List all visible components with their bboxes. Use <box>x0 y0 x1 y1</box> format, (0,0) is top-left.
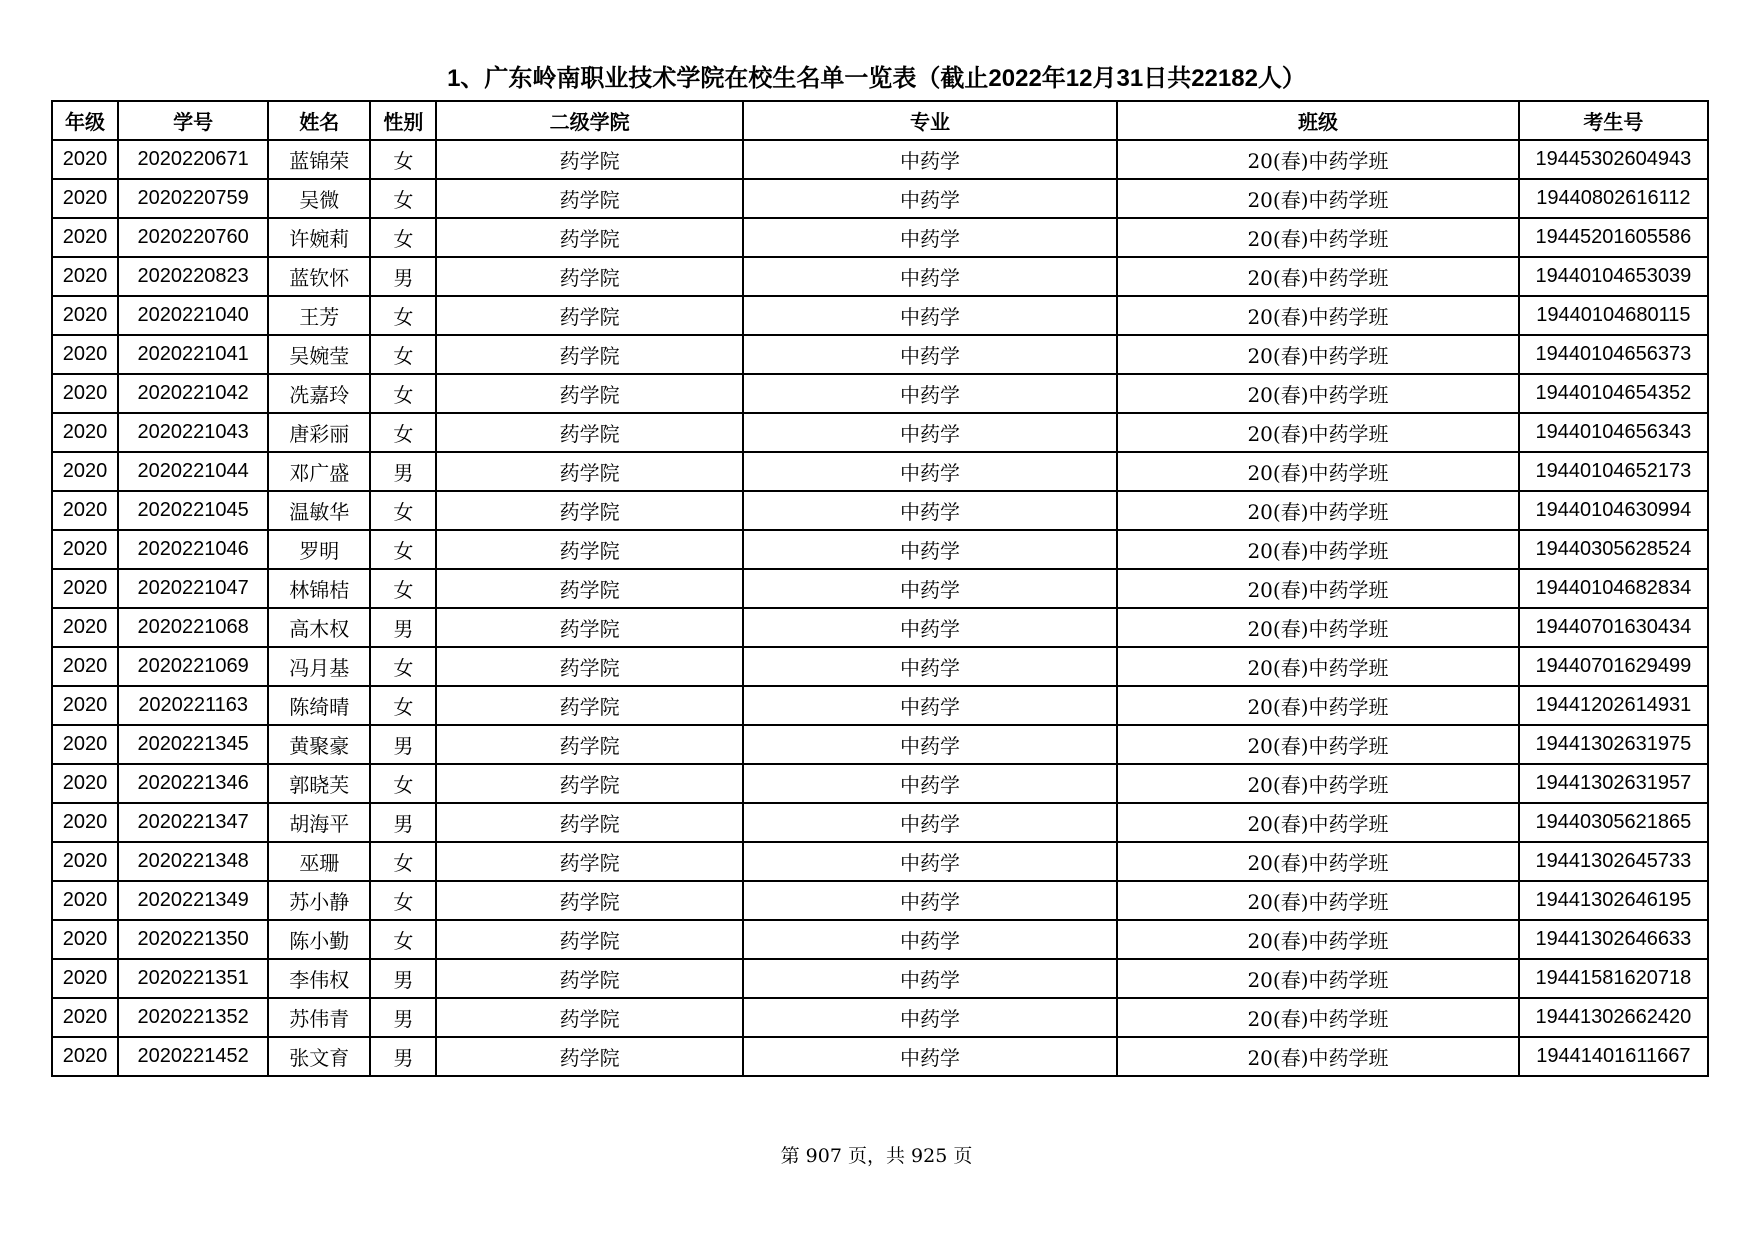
class-cell: 20(春)中药学班 <box>1117 1037 1518 1076</box>
gender-cell: 女 <box>370 413 436 452</box>
major-cell: 中药学 <box>743 920 1117 959</box>
column-header-major: 专业 <box>743 101 1117 140</box>
major-cell: 中药学 <box>743 530 1117 569</box>
college-cell: 药学院 <box>436 569 742 608</box>
exam-number-cell: 19440701629499 <box>1519 647 1708 686</box>
major-cell: 中药学 <box>743 335 1117 374</box>
name-cell: 蓝钦怀 <box>268 257 370 296</box>
column-header-grade: 年级 <box>52 101 118 140</box>
student-id-cell: 2020221040 <box>118 296 268 335</box>
class-cell: 20(春)中药学班 <box>1117 530 1518 569</box>
exam-number-cell: 19441302646633 <box>1519 920 1708 959</box>
table-row <box>52 491 1708 530</box>
table-row <box>52 803 1708 842</box>
major-cell: 中药学 <box>743 842 1117 881</box>
grade-cell: 2020 <box>52 920 118 959</box>
student-id-cell: 2020221163 <box>118 686 268 725</box>
gender-cell: 女 <box>370 569 436 608</box>
gender-cell: 女 <box>370 179 436 218</box>
name-cell: 李伟权 <box>268 959 370 998</box>
exam-number-cell: 19441302646195 <box>1519 881 1708 920</box>
gender-cell: 男 <box>370 452 436 491</box>
student-id-cell: 2020221347 <box>118 803 268 842</box>
table-row <box>52 686 1708 725</box>
grade-cell: 2020 <box>52 647 118 686</box>
name-cell: 许婉莉 <box>268 218 370 257</box>
name-cell: 吴婉莹 <box>268 335 370 374</box>
major-cell: 中药学 <box>743 452 1117 491</box>
class-cell: 20(春)中药学班 <box>1117 569 1518 608</box>
college-cell: 药学院 <box>436 452 742 491</box>
grade-cell: 2020 <box>52 1037 118 1076</box>
grade-cell: 2020 <box>52 335 118 374</box>
table-row <box>52 647 1708 686</box>
table-row <box>52 881 1708 920</box>
name-cell: 郭晓芙 <box>268 764 370 803</box>
table-row <box>52 725 1708 764</box>
gender-cell: 女 <box>370 920 436 959</box>
major-cell: 中药学 <box>743 218 1117 257</box>
table-row <box>52 257 1708 296</box>
college-cell: 药学院 <box>436 764 742 803</box>
grade-cell: 2020 <box>52 764 118 803</box>
class-cell: 20(春)中药学班 <box>1117 764 1518 803</box>
college-cell: 药学院 <box>436 647 742 686</box>
name-cell: 林锦桔 <box>268 569 370 608</box>
grade-cell: 2020 <box>52 296 118 335</box>
major-cell: 中药学 <box>743 998 1117 1037</box>
table-row <box>52 569 1708 608</box>
exam-number-cell: 19440305621865 <box>1519 803 1708 842</box>
major-cell: 中药学 <box>743 647 1117 686</box>
student-id-cell: 2020221346 <box>118 764 268 803</box>
table-row <box>52 218 1708 257</box>
exam-number-cell: 19440104653039 <box>1519 257 1708 296</box>
exam-number-cell: 19440104630994 <box>1519 491 1708 530</box>
exam-number-cell: 19441202614931 <box>1519 686 1708 725</box>
table-row <box>52 1037 1708 1076</box>
major-cell: 中药学 <box>743 725 1117 764</box>
grade-cell: 2020 <box>52 803 118 842</box>
name-cell: 巫珊 <box>268 842 370 881</box>
class-cell: 20(春)中药学班 <box>1117 140 1518 179</box>
college-cell: 药学院 <box>436 920 742 959</box>
student-id-cell: 2020221044 <box>118 452 268 491</box>
exam-number-cell: 19441302631957 <box>1519 764 1708 803</box>
student-id-cell: 2020221069 <box>118 647 268 686</box>
exam-number-cell: 19441302645733 <box>1519 842 1708 881</box>
major-cell: 中药学 <box>743 803 1117 842</box>
student-id-cell: 2020220671 <box>118 140 268 179</box>
name-cell: 胡海平 <box>268 803 370 842</box>
college-cell: 药学院 <box>436 179 742 218</box>
college-cell: 药学院 <box>436 296 742 335</box>
student-id-cell: 2020221047 <box>118 569 268 608</box>
student-id-cell: 2020221042 <box>118 374 268 413</box>
class-cell: 20(春)中药学班 <box>1117 647 1518 686</box>
exam-number-cell: 19440104656373 <box>1519 335 1708 374</box>
grade-cell: 2020 <box>52 179 118 218</box>
grade-cell: 2020 <box>52 491 118 530</box>
column-header-exam-number: 考生号 <box>1519 101 1708 140</box>
major-cell: 中药学 <box>743 296 1117 335</box>
class-cell: 20(春)中药学班 <box>1117 413 1518 452</box>
exam-number-cell: 19440305628524 <box>1519 530 1708 569</box>
exam-number-cell: 19441302662420 <box>1519 998 1708 1037</box>
class-cell: 20(春)中药学班 <box>1117 257 1518 296</box>
student-id-cell: 2020221041 <box>118 335 268 374</box>
table-header-row <box>52 101 1708 140</box>
major-cell: 中药学 <box>743 569 1117 608</box>
college-cell: 药学院 <box>436 998 742 1037</box>
major-cell: 中药学 <box>743 881 1117 920</box>
college-cell: 药学院 <box>436 608 742 647</box>
student-id-cell: 2020221352 <box>118 998 268 1037</box>
major-cell: 中药学 <box>743 491 1117 530</box>
student-id-cell: 2020221046 <box>118 530 268 569</box>
college-cell: 药学院 <box>436 257 742 296</box>
college-cell: 药学院 <box>436 140 742 179</box>
college-cell: 药学院 <box>436 413 742 452</box>
class-cell: 20(春)中药学班 <box>1117 452 1518 491</box>
exam-number-cell: 19441581620718 <box>1519 959 1708 998</box>
table-row <box>52 998 1708 1037</box>
college-cell: 药学院 <box>436 842 742 881</box>
column-header-class: 班级 <box>1117 101 1518 140</box>
grade-cell: 2020 <box>52 218 118 257</box>
class-cell: 20(春)中药学班 <box>1117 998 1518 1037</box>
student-id-cell: 2020220760 <box>118 218 268 257</box>
college-cell: 药学院 <box>436 335 742 374</box>
table-row <box>52 413 1708 452</box>
student-id-cell: 2020221350 <box>118 920 268 959</box>
class-cell: 20(春)中药学班 <box>1117 296 1518 335</box>
college-cell: 药学院 <box>436 530 742 569</box>
column-header-gender: 性别 <box>370 101 436 140</box>
grade-cell: 2020 <box>52 959 118 998</box>
student-id-cell: 2020221349 <box>118 881 268 920</box>
class-cell: 20(春)中药学班 <box>1117 374 1518 413</box>
student-id-cell: 2020221348 <box>118 842 268 881</box>
gender-cell: 女 <box>370 218 436 257</box>
exam-number-cell: 19445201605586 <box>1519 218 1708 257</box>
grade-cell: 2020 <box>52 998 118 1037</box>
name-cell: 冯月基 <box>268 647 370 686</box>
gender-cell: 男 <box>370 257 436 296</box>
exam-number-cell: 19440701630434 <box>1519 608 1708 647</box>
major-cell: 中药学 <box>743 257 1117 296</box>
exam-number-cell: 19440104652173 <box>1519 452 1708 491</box>
gender-cell: 男 <box>370 998 436 1037</box>
name-cell: 苏小静 <box>268 881 370 920</box>
student-id-cell: 2020221068 <box>118 608 268 647</box>
grade-cell: 2020 <box>52 608 118 647</box>
student-id-cell: 2020221045 <box>118 491 268 530</box>
grade-cell: 2020 <box>52 530 118 569</box>
exam-number-cell: 19440104682834 <box>1519 569 1708 608</box>
student-id-cell: 2020221043 <box>118 413 268 452</box>
name-cell: 温敏华 <box>268 491 370 530</box>
table-row <box>52 920 1708 959</box>
exam-number-cell: 19440104680115 <box>1519 296 1708 335</box>
class-cell: 20(春)中药学班 <box>1117 881 1518 920</box>
grade-cell: 2020 <box>52 452 118 491</box>
gender-cell: 女 <box>370 842 436 881</box>
table-row <box>52 764 1708 803</box>
major-cell: 中药学 <box>743 140 1117 179</box>
table-row <box>52 452 1708 491</box>
gender-cell: 女 <box>370 881 436 920</box>
table-row <box>52 959 1708 998</box>
college-cell: 药学院 <box>436 218 742 257</box>
name-cell: 罗明 <box>268 530 370 569</box>
gender-cell: 女 <box>370 374 436 413</box>
college-cell: 药学院 <box>436 881 742 920</box>
grade-cell: 2020 <box>52 686 118 725</box>
college-cell: 药学院 <box>436 686 742 725</box>
table-row <box>52 335 1708 374</box>
gender-cell: 女 <box>370 491 436 530</box>
class-cell: 20(春)中药学班 <box>1117 842 1518 881</box>
class-cell: 20(春)中药学班 <box>1117 491 1518 530</box>
grade-cell: 2020 <box>52 140 118 179</box>
table-row <box>52 296 1708 335</box>
gender-cell: 女 <box>370 335 436 374</box>
table-row <box>52 374 1708 413</box>
student-id-cell: 2020220759 <box>118 179 268 218</box>
grade-cell: 2020 <box>52 842 118 881</box>
name-cell: 高木权 <box>268 608 370 647</box>
name-cell: 唐彩丽 <box>268 413 370 452</box>
gender-cell: 男 <box>370 959 436 998</box>
major-cell: 中药学 <box>743 959 1117 998</box>
name-cell: 黄聚豪 <box>268 725 370 764</box>
student-id-cell: 2020221345 <box>118 725 268 764</box>
major-cell: 中药学 <box>743 179 1117 218</box>
table-row <box>52 842 1708 881</box>
college-cell: 药学院 <box>436 374 742 413</box>
class-cell: 20(春)中药学班 <box>1117 920 1518 959</box>
column-header-college: 二级学院 <box>436 101 742 140</box>
class-cell: 20(春)中药学班 <box>1117 803 1518 842</box>
name-cell: 冼嘉玲 <box>268 374 370 413</box>
column-header-name: 姓名 <box>268 101 370 140</box>
major-cell: 中药学 <box>743 1037 1117 1076</box>
name-cell: 陈小勤 <box>268 920 370 959</box>
major-cell: 中药学 <box>743 413 1117 452</box>
major-cell: 中药学 <box>743 374 1117 413</box>
table-row <box>52 140 1708 179</box>
gender-cell: 女 <box>370 140 436 179</box>
grade-cell: 2020 <box>52 257 118 296</box>
table-row <box>52 530 1708 569</box>
college-cell: 药学院 <box>436 1037 742 1076</box>
exam-number-cell: 19441302631975 <box>1519 725 1708 764</box>
name-cell: 邓广盛 <box>268 452 370 491</box>
name-cell: 吴微 <box>268 179 370 218</box>
column-header-student-id: 学号 <box>118 101 268 140</box>
class-cell: 20(春)中药学班 <box>1117 218 1518 257</box>
college-cell: 药学院 <box>436 959 742 998</box>
name-cell: 张文育 <box>268 1037 370 1076</box>
name-cell: 王芳 <box>268 296 370 335</box>
grade-cell: 2020 <box>52 725 118 764</box>
class-cell: 20(春)中药学班 <box>1117 686 1518 725</box>
class-cell: 20(春)中药学班 <box>1117 725 1518 764</box>
exam-number-cell: 19445302604943 <box>1519 140 1708 179</box>
grade-cell: 2020 <box>52 413 118 452</box>
student-id-cell: 2020220823 <box>118 257 268 296</box>
gender-cell: 女 <box>370 764 436 803</box>
class-cell: 20(春)中药学班 <box>1117 335 1518 374</box>
exam-number-cell: 19441401611667 <box>1519 1037 1708 1076</box>
class-cell: 20(春)中药学班 <box>1117 959 1518 998</box>
gender-cell: 女 <box>370 530 436 569</box>
student-id-cell: 2020221351 <box>118 959 268 998</box>
exam-number-cell: 19440104654352 <box>1519 374 1708 413</box>
grade-cell: 2020 <box>52 569 118 608</box>
gender-cell: 男 <box>370 608 436 647</box>
gender-cell: 男 <box>370 803 436 842</box>
major-cell: 中药学 <box>743 686 1117 725</box>
student-roster-table <box>51 100 1709 1077</box>
name-cell: 苏伟青 <box>268 998 370 1037</box>
grade-cell: 2020 <box>52 881 118 920</box>
gender-cell: 女 <box>370 296 436 335</box>
exam-number-cell: 19440802616112 <box>1519 179 1708 218</box>
page-number: 第 907 页，共 925 页 <box>780 1145 973 1167</box>
table-row <box>52 179 1708 218</box>
major-cell: 中药学 <box>743 608 1117 647</box>
gender-cell: 男 <box>370 1037 436 1076</box>
page-title: 1、广东岭南职业技术学院在校生名单一览表（截止2022年12月31日共22182人） <box>447 65 1306 92</box>
gender-cell: 男 <box>370 725 436 764</box>
table-row <box>52 608 1708 647</box>
college-cell: 药学院 <box>436 803 742 842</box>
college-cell: 药学院 <box>436 725 742 764</box>
gender-cell: 女 <box>370 647 436 686</box>
exam-number-cell: 19440104656343 <box>1519 413 1708 452</box>
class-cell: 20(春)中药学班 <box>1117 608 1518 647</box>
grade-cell: 2020 <box>52 374 118 413</box>
major-cell: 中药学 <box>743 764 1117 803</box>
college-cell: 药学院 <box>436 491 742 530</box>
name-cell: 陈绮晴 <box>268 686 370 725</box>
class-cell: 20(春)中药学班 <box>1117 179 1518 218</box>
gender-cell: 女 <box>370 686 436 725</box>
name-cell: 蓝锦荣 <box>268 140 370 179</box>
student-id-cell: 2020221452 <box>118 1037 268 1076</box>
